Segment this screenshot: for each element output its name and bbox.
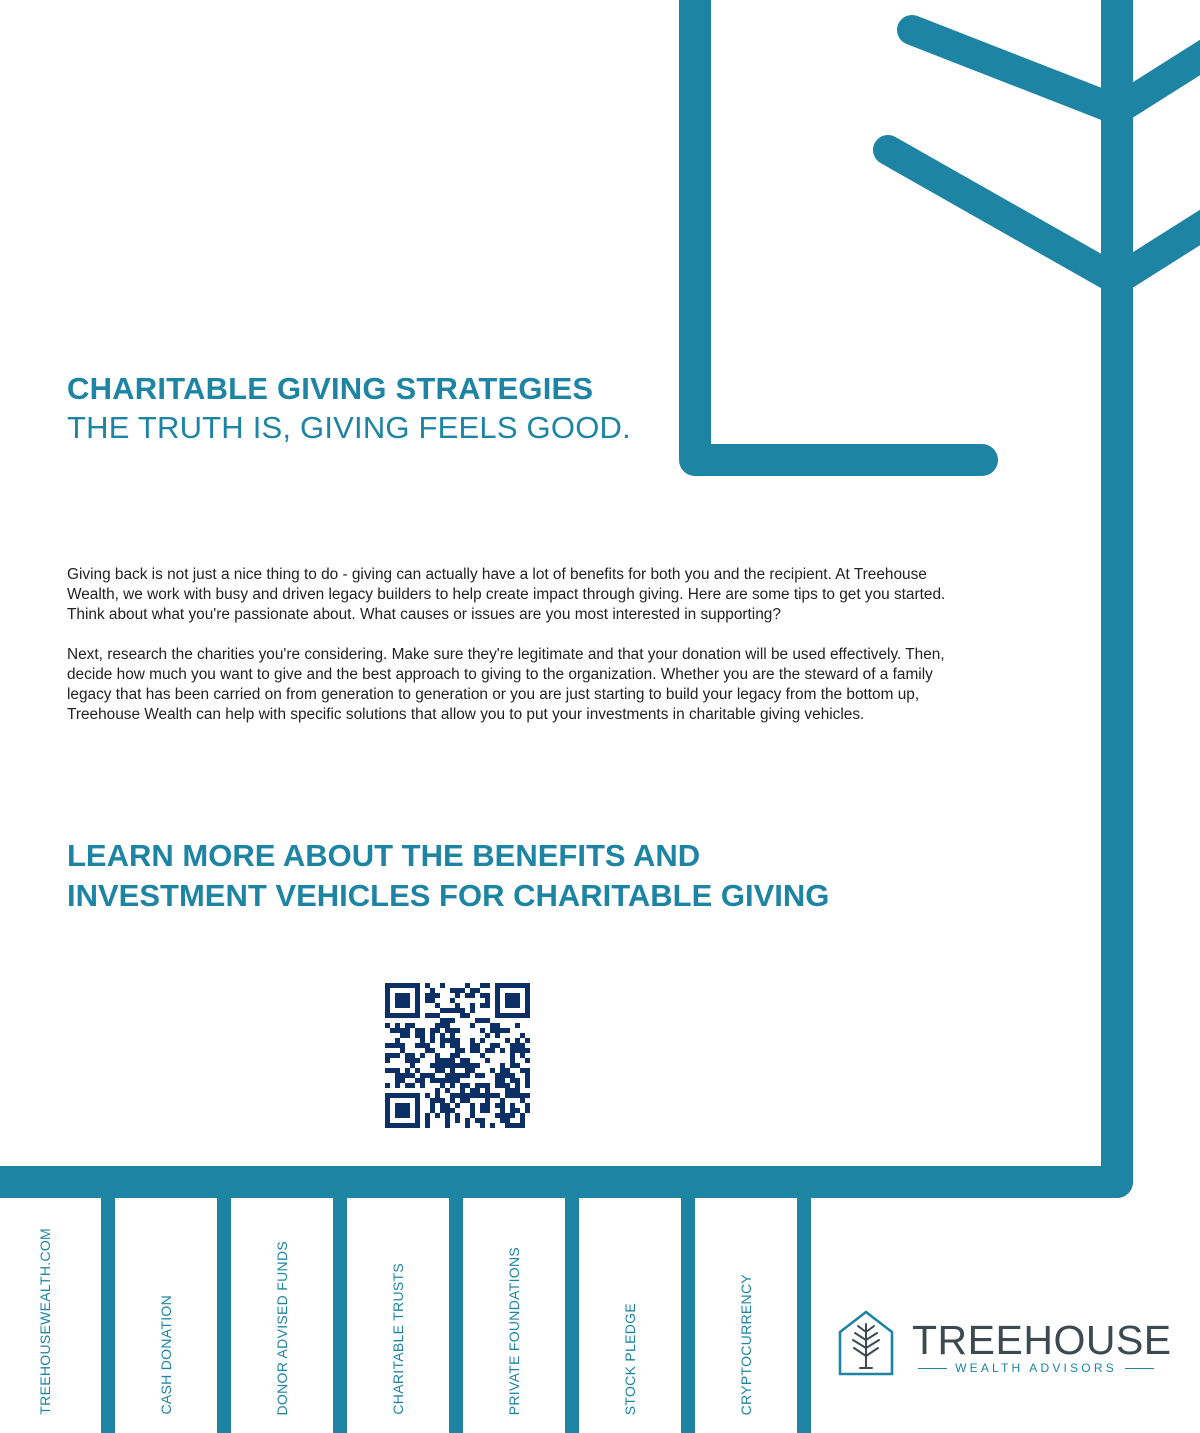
qr-code-icon[interactable] [385, 983, 530, 1128]
call-to-action-heading [67, 836, 887, 916]
cta-line-1: LEARN MORE ABOUT THE BENEFITS AND [67, 838, 701, 873]
website-label[interactable]: TREEHOUSEWEALTH.COM [37, 1228, 53, 1415]
divider [1125, 1368, 1154, 1369]
headline-subtitle: THE TRUTH IS, GIVING FEELS GOOD. [67, 410, 631, 445]
footer-label-charitable-trusts: CHARITABLE TRUSTS [390, 1263, 406, 1415]
body-paragraph: Next, research the charities you're considering. Make sure they're legitimate and that your donation will be used effectively. Then, decide how much you want to give and the best approach to giving to the organization. Whether you are the steward of a family legacy that has been carried on from generation to generation or you are just starting to build your legacy from the bottom up, Treehouse Wealth can help with specific solutions that allow you to put your investments in charitable giving vehicles. [67, 646, 945, 723]
footer-label-donor-advised-funds: DONOR ADVISED FUNDS [274, 1240, 290, 1415]
house-tree-icon [836, 1308, 896, 1378]
cta-line-2: INVESTMENT VEHICLES FOR CHARITABLE GIVING [67, 878, 830, 913]
logo-wordmark: TREEHOUSE [912, 1317, 1172, 1363]
body-copy [67, 565, 947, 745]
headline-title: CHARITABLE GIVING STRATEGIES [67, 371, 594, 406]
treehouse-logo [836, 1308, 1172, 1388]
body-paragraph: Giving back is not just a nice thing to do - giving can actually have a lot of benefits for both you and the recipient. At Treehouse Wealth, we work with busy and driven legacy builders to help create impact through giving. Here are some tips to get you started. Think about what you're passionate about. What causes or issues are you most interested in supporting? [67, 566, 946, 623]
footer-label-stock-pledge: STOCK PLEDGE [622, 1302, 638, 1415]
footer-label-cryptocurrency: CRYPTOCURRENCY [738, 1273, 754, 1415]
logo-tagline: WEALTH ADVISORS [955, 1361, 1117, 1375]
footer-label-cash-donation: CASH DONATION [158, 1295, 174, 1415]
divider [918, 1368, 947, 1369]
footer-label-private-foundations: PRIVATE FOUNDATIONS [506, 1246, 522, 1415]
logo-tagline-row [918, 1360, 1154, 1376]
page-headline [67, 370, 631, 448]
